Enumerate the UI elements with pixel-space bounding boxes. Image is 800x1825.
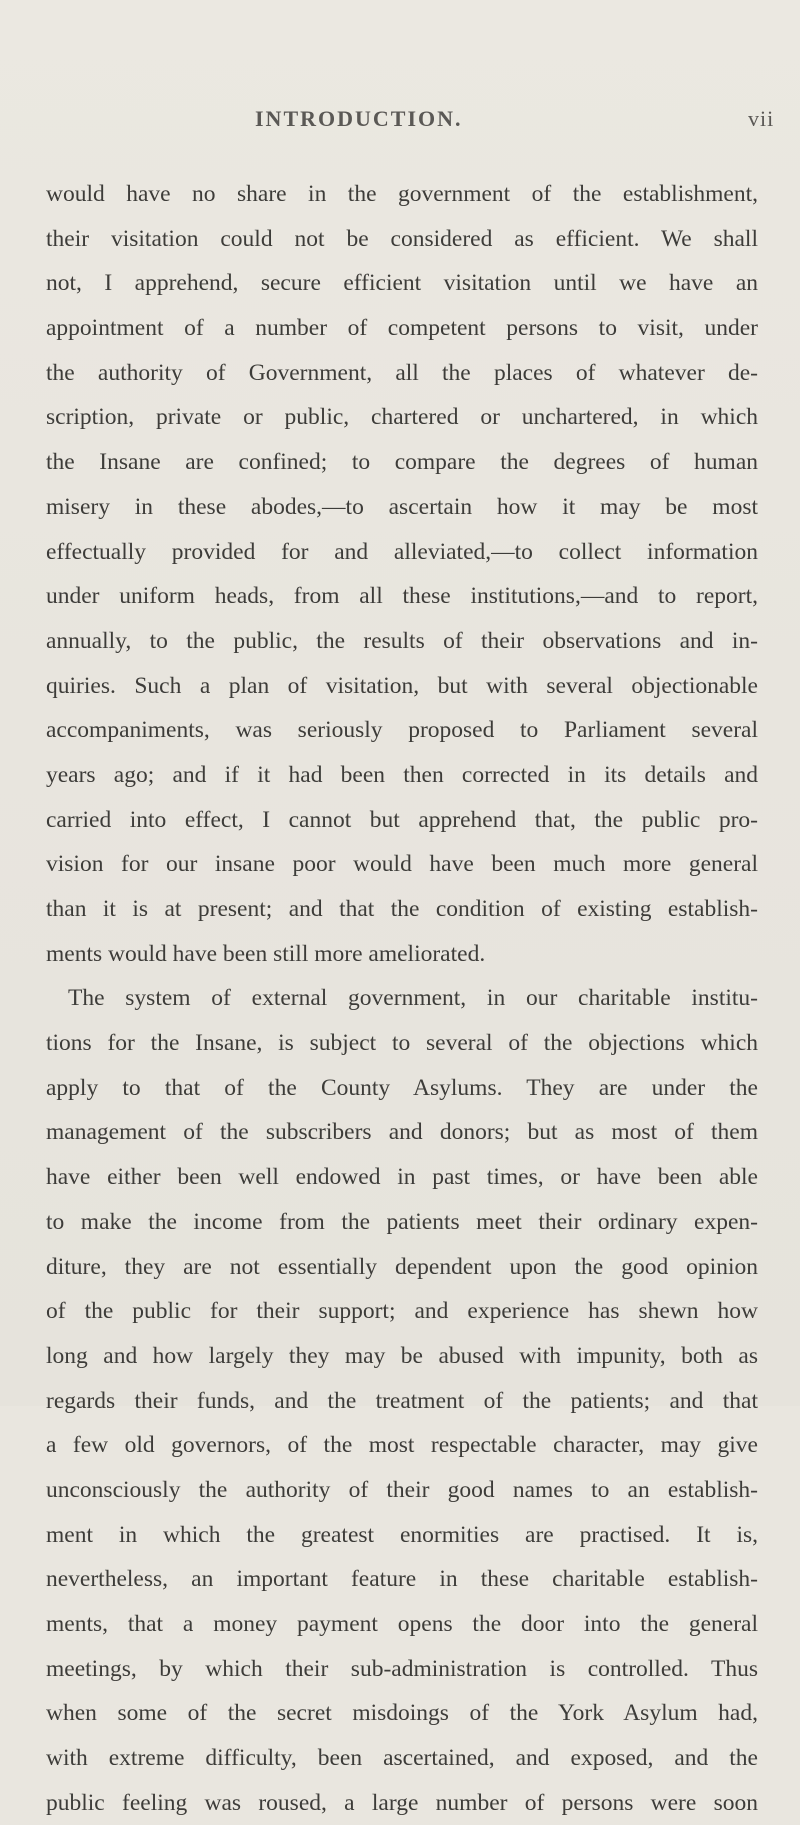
running-title: INTRODUCTION. (255, 106, 463, 131)
text-line: quiries. Such a plan of visitation, but with several objectionable (46, 672, 758, 699)
text-line: than it is at present; and that the condition of existing establish- (46, 896, 758, 922)
text-line: diture, they are not essentially dependent upon the good opinion (46, 1253, 758, 1280)
text-line: ments, that a money payment opens the door into the general (46, 1611, 758, 1637)
text-line: when some of the secret misdoings of the York Asylum had, (46, 1700, 758, 1727)
text-line: tions for the Insane, is subject to several of the objections which (46, 1030, 758, 1057)
text-line: their visitation could not be considered as efficient. We shall (46, 225, 758, 252)
text-line: accompaniments, was seriously proposed to Parliament several (46, 717, 758, 744)
text-line: a few old governors, of the most respectable character, may give (46, 1432, 758, 1459)
text-line: meetings, by which their sub-administration is controlled. Thus (46, 1655, 758, 1682)
text-line: have either been well endowed in past times, or have been able (46, 1164, 758, 1191)
text-line: would have no share in the government of the establishment, (46, 181, 758, 207)
text-line: nevertheless, an important feature in these charitable establish- (46, 1566, 758, 1593)
text-line: public feeling was roused, a large number of persons were soon (46, 1789, 758, 1816)
text-line: under uniform heads, from all these institutions,—and to report, (46, 583, 758, 610)
text-line: scription, private or public, chartered or unchartered, in which (46, 404, 758, 431)
text-line: the authority of Government, all the places of whatever de- (46, 359, 758, 386)
page-number: vii (748, 106, 775, 131)
text-line: not, I apprehend, secure efficient visitation until we have an (46, 270, 758, 297)
text-line: management of the subscribers and donors; but as most of them (46, 1119, 758, 1146)
text-line: of the public for their support; and experience has shewn how (46, 1298, 758, 1325)
text-line: the Insane are confined; to compare the degrees of human (46, 449, 758, 476)
text-line: annually, to the public, the results of their observations and in- (46, 627, 758, 654)
text-line: to make the income from the patients meet their ordinary expen- (46, 1208, 758, 1235)
body-text (46, 172, 758, 1825)
text-line: effectually provided for and alleviated,—to collect information (46, 538, 758, 565)
text-line: misery in these abodes,—to ascertain how it may be most (46, 493, 758, 520)
text-line: long and how largely they may be abused with impunity, both as (46, 1342, 758, 1369)
text-line: vision for our insane poor would have been much more general (46, 851, 758, 878)
text-line: apply to that of the County Asylums. They are under the (46, 1074, 758, 1101)
text-line: years ago; and if it had been then corrected in its details and (46, 761, 758, 788)
text-line: ment in which the greatest enormities are practised. It is, (46, 1521, 758, 1548)
running-head (0, 106, 800, 142)
text-line: carried into effect, I cannot but apprehend that, the public pro- (46, 806, 758, 833)
text-line: regards their funds, and the treatment of the patients; and that (46, 1387, 758, 1414)
text-line: appointment of a number of competent persons to visit, under (46, 315, 758, 342)
paragraph-start-line: The system of external government, in our charitable institu- (68, 985, 758, 1012)
paragraph-end-line: ments would have been still more ameliorated. (46, 940, 486, 967)
text-line: unconsciously the authority of their good names to an establish- (46, 1476, 758, 1503)
text-line: with extreme difficulty, been ascertained, and exposed, and the (46, 1745, 758, 1772)
